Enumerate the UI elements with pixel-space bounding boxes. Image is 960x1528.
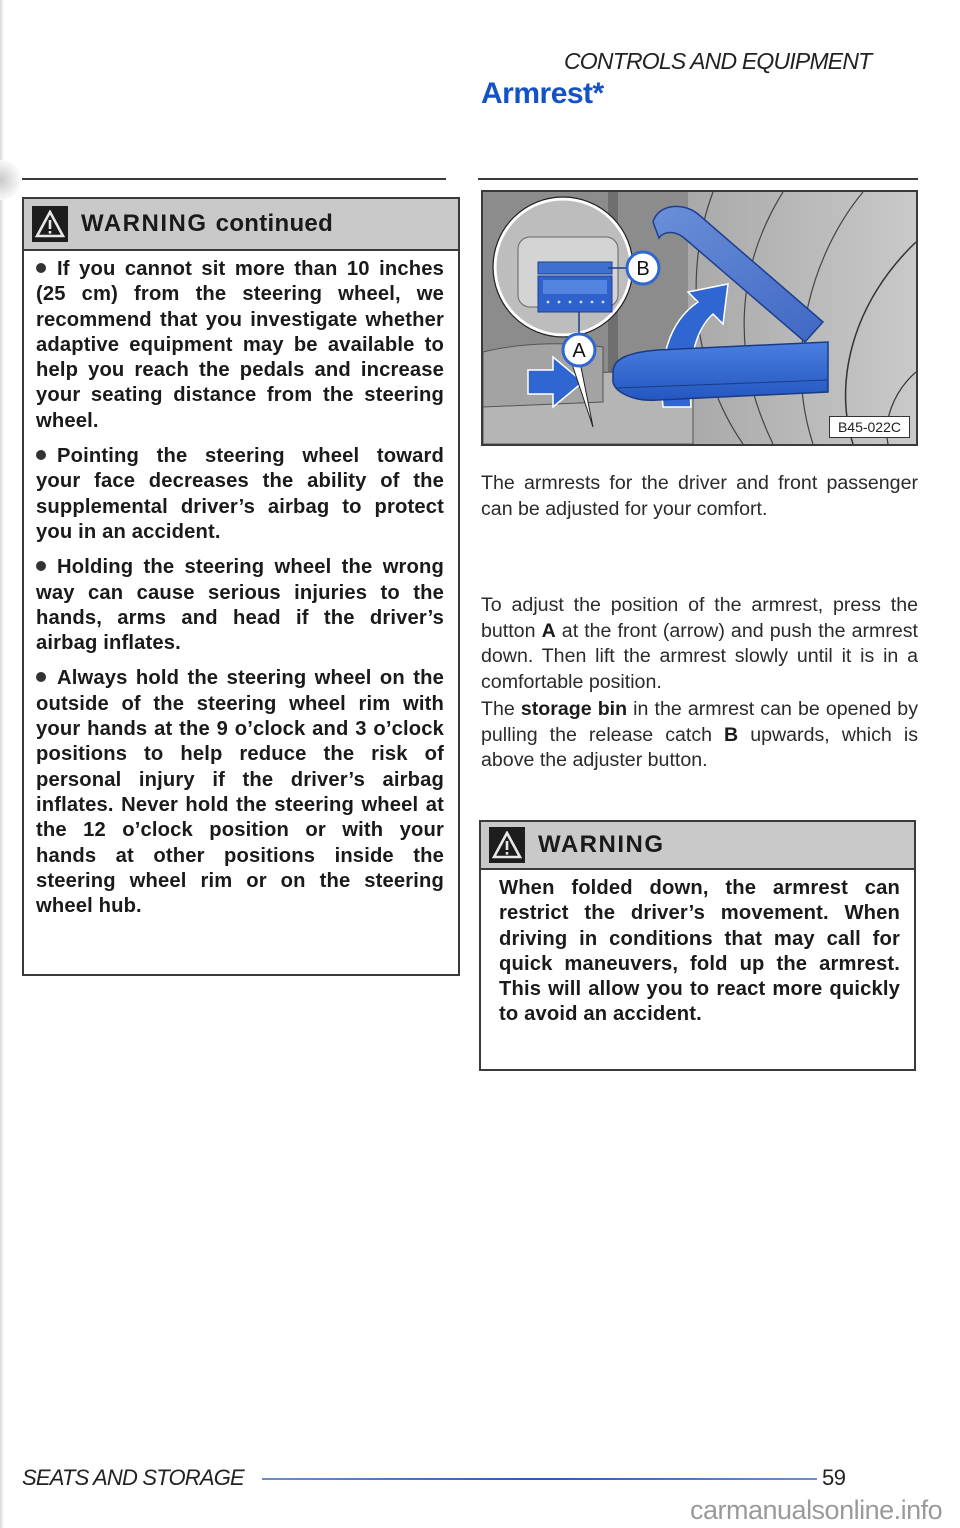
warning-bullet — [36, 257, 444, 434]
text-run: at the front (arrow) and push the armrest down. Then lift the armrest slowly until it is in a comfortable position. — [481, 619, 918, 693]
warning-bullet — [36, 555, 444, 656]
bullet-icon — [36, 263, 46, 273]
warning-text: When folded down, the armrest can restrict the driver’s movement. When driving in conditions that may call for quick maneuvers, fold up the armrest. This will allow you to react more quickly to avoid an accident. — [499, 877, 900, 1026]
callout-a: A — [572, 340, 586, 362]
armrest-illustration — [481, 190, 918, 446]
warning-box-continued — [22, 197, 460, 976]
text-run: in the armrest can be opened by pulling the release catch — [481, 698, 918, 746]
warning-triangle-icon — [489, 827, 525, 863]
running-head: CONTROLS AND EQUIPMENT — [564, 48, 872, 74]
callout-b: B — [636, 258, 650, 280]
warning-triangle-icon — [32, 206, 68, 242]
storage-paragraph — [481, 697, 918, 774]
warning-body — [24, 251, 458, 919]
right-column-rule — [478, 178, 918, 180]
text-run: upwards, which is above the adjuster button. — [481, 723, 918, 771]
warning-title-word: WARNING — [81, 210, 208, 237]
warning-body — [481, 870, 914, 1028]
warning-bullet — [36, 666, 444, 919]
bullet-icon — [36, 561, 46, 571]
armrest-drawing — [483, 192, 916, 444]
binding-shadow — [0, 160, 22, 200]
warning-header — [24, 199, 458, 251]
warning-title-suffix: continued — [215, 210, 334, 237]
footer-section-label: SEATS AND STORAGE — [22, 1465, 244, 1490]
warning-bullet — [36, 444, 444, 545]
bullet-icon — [36, 450, 46, 460]
button-a-ref: A — [541, 619, 556, 642]
figure-code: B45-022C — [829, 416, 910, 438]
text-run: The — [481, 698, 521, 720]
left-column-rule — [22, 178, 446, 180]
storage-bin-term: storage bin — [520, 698, 628, 720]
page-edge — [0, 0, 4, 1528]
warning-header — [481, 822, 914, 870]
footer-rule — [262, 1478, 817, 1480]
text-run: To adjust the position of the armrest, press the button — [481, 594, 918, 642]
warning-title: WARNING — [538, 831, 665, 858]
warning-box-armrest — [479, 820, 916, 1071]
warning-title — [81, 210, 333, 238]
catch-b-ref: B — [724, 723, 739, 746]
warning-bullet-text: Always hold the steering wheel on the outside of the steering wheel rim with your hands at the 9 o’clock and 3 o’clock positions to help reduce the risk of personal injury if the driver’s airbag inflates. Never hold the steering wheel at the 12 o’clock position or with your hands at other positions inside the steering wheel rim or on the steering wheel hub. — [36, 667, 444, 918]
warning-bullet-text: If you cannot sit more than 10 inches (25 cm) from the steering wheel, we recommend that you investigate whether adaptive equipment may be available to help you reach the pedals and increase your seating distance from the steering wheel. — [36, 258, 444, 432]
adjust-paragraph — [481, 593, 918, 695]
intro-paragraph: The armrests for the driver and front passenger can be adjusted for your comfort. — [481, 472, 918, 520]
section-title: Armrest* — [481, 77, 604, 110]
page-number: 59 — [822, 1465, 846, 1490]
warning-bullet-text: Holding the steering wheel the wrong way can cause serious injuries to the hands, arms and head if the driver’s airbag inflates. — [36, 556, 444, 655]
warning-bullet-text: Pointing the steering wheel toward your face decreases the ability of the supplemental driver’s airbag to protect you in an accident. — [36, 445, 444, 543]
bullet-icon — [36, 672, 46, 682]
watermark: carmanualsonline.info — [690, 1495, 943, 1525]
